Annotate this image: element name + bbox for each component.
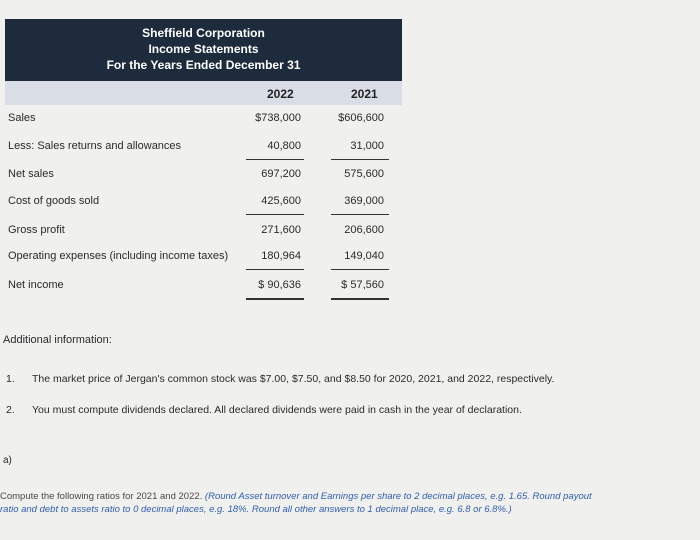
value-2022: 271,600 xyxy=(261,224,301,236)
value-2021: 149,040 xyxy=(344,250,384,262)
row-label: Cost of goods sold xyxy=(8,195,100,207)
value-2022: $ 90,636 xyxy=(258,279,301,291)
value-2021: 31,000 xyxy=(350,140,384,152)
note-number: 2. xyxy=(6,404,15,416)
column-2021: 2021 xyxy=(351,87,378,101)
row-label: Less: Sales returns and allowances xyxy=(8,140,182,152)
row-gross-profit xyxy=(8,221,398,241)
instruction-text: Compute the following ratios for 2021 and 2022. xyxy=(0,491,203,502)
statement-header xyxy=(5,19,402,81)
statement-name: Income Statements xyxy=(148,42,259,56)
statement-period: For the Years Ended December 31 xyxy=(106,58,301,72)
value-2022: 40,800 xyxy=(267,140,301,152)
value-2021: $606,600 xyxy=(338,112,384,124)
rounding-instruction: (Round Asset turnover and Earnings per share to 2 decimal places, e.g. 1.65. Round payout xyxy=(204,491,592,502)
row-label: Net income xyxy=(8,279,64,291)
question-instructions xyxy=(0,490,695,516)
row-cogs xyxy=(8,192,398,212)
company-name: Sheffield Corporation xyxy=(142,26,265,40)
row-label: Gross profit xyxy=(8,224,65,236)
row-operating-expenses xyxy=(8,247,398,267)
note-item xyxy=(6,404,522,416)
additional-info-heading: Additional information: xyxy=(3,334,112,346)
value-2021: 575,600 xyxy=(344,168,384,180)
row-label: Sales xyxy=(8,112,36,124)
value-2022: 180,964 xyxy=(261,250,301,262)
row-net-income xyxy=(8,276,398,296)
row-sales-returns xyxy=(8,137,398,157)
part-label: a) xyxy=(3,455,12,466)
note-text: You must compute dividends declared. All declared dividends were paid in cash in the year of declaration. xyxy=(32,404,522,416)
subtotal-rule xyxy=(331,269,389,270)
subtotal-rule xyxy=(331,159,389,160)
subtotal-rule xyxy=(246,159,304,160)
value-2022: 425,600 xyxy=(261,195,301,207)
rounding-instruction-continued: ratio and debt to assets ratio to 0 decimal places, e.g. 18%. Round all other answers to 1 decimal place, e.g. 6.8 or 6.8%.) xyxy=(0,504,512,515)
row-net-sales xyxy=(8,165,398,185)
value-2021: $ 57,560 xyxy=(341,279,384,291)
value-2022: $738,000 xyxy=(255,112,301,124)
column-2022: 2022 xyxy=(267,87,294,101)
note-text: The market price of Jergan's common stock was $7.00, $7.50, and $8.50 for 2020, 2021, and 2022, respectively. xyxy=(32,373,555,385)
value-2021: 206,600 xyxy=(344,224,384,236)
total-double-rule xyxy=(246,298,304,300)
value-2021: 369,000 xyxy=(344,195,384,207)
total-double-rule xyxy=(331,298,389,300)
row-label: Net sales xyxy=(8,168,54,180)
row-label: Operating expenses (including income taxes) xyxy=(8,250,229,262)
subtotal-rule xyxy=(246,269,304,270)
note-item xyxy=(6,373,554,385)
value-2022: 697,200 xyxy=(261,168,301,180)
row-sales xyxy=(8,109,398,129)
column-header-bar xyxy=(5,81,402,105)
note-number: 1. xyxy=(6,373,15,385)
subtotal-rule xyxy=(331,214,389,215)
subtotal-rule xyxy=(246,214,304,215)
